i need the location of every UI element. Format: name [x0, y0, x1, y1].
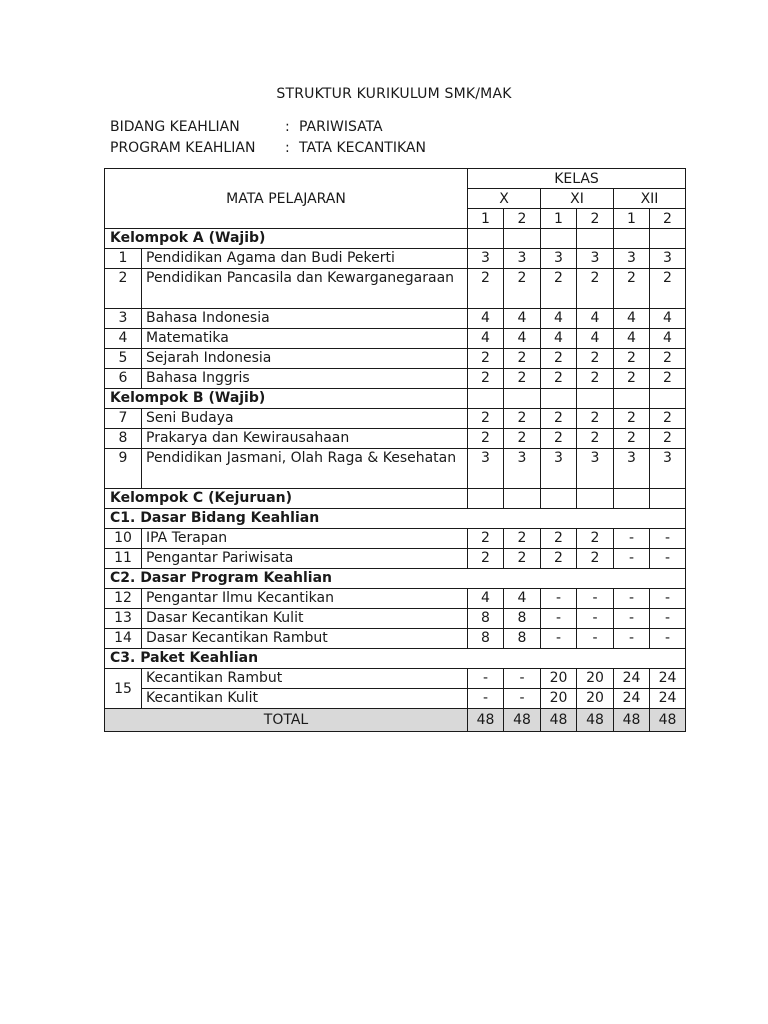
hours-cell: -	[650, 609, 686, 629]
hours-cell: -	[468, 669, 504, 689]
hours-cell: 2	[541, 349, 577, 369]
hours-cell: 2	[504, 349, 541, 369]
hours-cell: 2	[541, 429, 577, 449]
hours-cell: 2	[614, 269, 650, 309]
hours-cell: 24	[614, 689, 650, 709]
row-number: 3	[105, 309, 142, 329]
group-label: Kelompok B (Wajib)	[105, 389, 468, 409]
hours-cell: 8	[468, 629, 504, 649]
semester-header: 2	[504, 209, 541, 229]
row-number: 15	[105, 669, 142, 709]
hours-cell: 2	[650, 369, 686, 389]
hours-cell: 4	[650, 329, 686, 349]
subgroup-row	[105, 569, 686, 589]
subject-name: Prakarya dan Kewirausahaan	[142, 429, 468, 449]
hours-cell: 4	[541, 329, 577, 349]
table-row	[105, 549, 686, 569]
subject-name: Pendidikan Agama dan Budi Pekerti	[142, 249, 468, 269]
total-cell: 48	[614, 709, 650, 732]
total-label: TOTAL	[105, 709, 468, 732]
hours-cell: 2	[468, 409, 504, 429]
hours-cell: 4	[650, 309, 686, 329]
meta-bidang-keahlian	[110, 119, 383, 135]
group-row	[105, 389, 686, 409]
subject-name: Pengantar Ilmu Kecantikan	[142, 589, 468, 609]
subject-name: Pendidikan Pancasila dan Kewarganegaraan	[142, 269, 468, 309]
hours-cell: 2	[614, 429, 650, 449]
hours-cell: 2	[504, 529, 541, 549]
hours-cell: 2	[577, 369, 614, 389]
curriculum-table	[104, 168, 686, 732]
hours-cell: 3	[468, 249, 504, 269]
hours-cell: 2	[541, 269, 577, 309]
grade-header: XI	[541, 189, 614, 209]
row-number: 8	[105, 429, 142, 449]
table-row	[105, 349, 686, 369]
hours-cell: 8	[504, 629, 541, 649]
total-row	[105, 709, 686, 732]
hours-cell: 2	[577, 549, 614, 569]
hours-cell: 8	[504, 609, 541, 629]
row-number: 10	[105, 529, 142, 549]
subject-name: Kecantikan Rambut	[142, 669, 468, 689]
hours-cell: 2	[504, 409, 541, 429]
hours-cell: -	[504, 689, 541, 709]
hours-cell: 24	[614, 669, 650, 689]
meta-value: PARIWISATA	[299, 119, 383, 135]
hours-cell: 20	[577, 669, 614, 689]
total-cell: 48	[577, 709, 614, 732]
meta-sep: :	[285, 140, 290, 156]
hours-cell: 2	[577, 409, 614, 429]
hours-cell: -	[577, 609, 614, 629]
row-number: 2	[105, 269, 142, 309]
total-cell: 48	[504, 709, 541, 732]
hours-cell: -	[614, 549, 650, 569]
subgroup-label: C2. Dasar Program Keahlian	[105, 569, 686, 589]
semester-header: 1	[468, 209, 504, 229]
meta-program-keahlian	[110, 140, 426, 156]
hours-cell: 4	[614, 309, 650, 329]
meta-key: BIDANG KEAHLIAN	[110, 119, 240, 135]
hours-cell: 2	[468, 349, 504, 369]
hours-cell: 2	[468, 369, 504, 389]
hours-cell: 2	[468, 529, 504, 549]
hours-cell: 3	[577, 249, 614, 269]
hours-cell: -	[468, 689, 504, 709]
row-number: 11	[105, 549, 142, 569]
hours-cell: 3	[650, 449, 686, 489]
hours-cell: 24	[650, 689, 686, 709]
hours-cell: 2	[468, 269, 504, 309]
subject-name: Dasar Kecantikan Kulit	[142, 609, 468, 629]
hours-cell: 2	[541, 529, 577, 549]
hours-cell: 20	[577, 689, 614, 709]
semester-header: 1	[541, 209, 577, 229]
table-row	[105, 629, 686, 649]
subject-name: Pengantar Pariwisata	[142, 549, 468, 569]
hours-cell: 3	[614, 449, 650, 489]
group-label: Kelompok A (Wajib)	[105, 229, 468, 249]
hours-cell: 2	[541, 409, 577, 429]
subject-name: IPA Terapan	[142, 529, 468, 549]
table-row	[105, 609, 686, 629]
subgroup-label: C3. Paket Keahlian	[105, 649, 686, 669]
hours-cell: -	[614, 589, 650, 609]
hours-cell: 2	[504, 549, 541, 569]
hours-cell: 24	[650, 669, 686, 689]
hours-cell: 3	[504, 249, 541, 269]
hours-cell: 3	[541, 449, 577, 489]
hours-cell: 2	[504, 369, 541, 389]
hours-cell: 4	[504, 309, 541, 329]
table-row	[105, 249, 686, 269]
subject-name: Matematika	[142, 329, 468, 349]
group-label: Kelompok C (Kejuruan)	[105, 489, 468, 509]
grade-header: XII	[614, 189, 686, 209]
hours-cell: 2	[577, 429, 614, 449]
subgroup-row	[105, 649, 686, 669]
hours-cell: 20	[541, 689, 577, 709]
hours-cell: 2	[541, 369, 577, 389]
row-number: 9	[105, 449, 142, 489]
hours-cell: -	[614, 629, 650, 649]
semester-header: 2	[577, 209, 614, 229]
hours-cell: 2	[650, 429, 686, 449]
table-row	[105, 449, 686, 489]
hours-cell: 2	[614, 349, 650, 369]
hours-cell: 2	[468, 429, 504, 449]
table-row	[105, 689, 686, 709]
hours-cell: -	[614, 529, 650, 549]
subgroup-label: C1. Dasar Bidang Keahlian	[105, 509, 686, 529]
semester-header: 1	[614, 209, 650, 229]
meta-sep: :	[285, 119, 290, 135]
table-row	[105, 429, 686, 449]
table-row	[105, 369, 686, 389]
hours-cell: -	[650, 549, 686, 569]
kelas-header: KELAS	[468, 169, 686, 189]
hours-cell: -	[504, 669, 541, 689]
hours-cell: -	[541, 609, 577, 629]
hours-cell: 4	[577, 329, 614, 349]
hours-cell: 4	[468, 309, 504, 329]
hours-cell: -	[577, 589, 614, 609]
hours-cell: -	[577, 629, 614, 649]
meta-value: TATA KECANTIKAN	[299, 140, 426, 156]
hours-cell: 2	[614, 409, 650, 429]
hours-cell: 2	[468, 549, 504, 569]
hours-cell: 20	[541, 669, 577, 689]
row-number: 5	[105, 349, 142, 369]
hours-cell: 4	[468, 329, 504, 349]
hours-cell: 3	[614, 249, 650, 269]
hours-cell: -	[650, 589, 686, 609]
table-row	[105, 669, 686, 689]
row-number: 13	[105, 609, 142, 629]
hours-cell: 3	[504, 449, 541, 489]
table-row	[105, 529, 686, 549]
page-title: STRUKTUR KURIKULUM SMK/MAK	[276, 86, 512, 102]
hours-cell: 4	[504, 329, 541, 349]
hours-cell: 2	[577, 269, 614, 309]
subject-name: Bahasa Inggris	[142, 369, 468, 389]
hours-cell: -	[541, 589, 577, 609]
hours-cell: 2	[614, 369, 650, 389]
table-row	[105, 269, 686, 309]
row-number: 6	[105, 369, 142, 389]
subgroup-row	[105, 509, 686, 529]
row-number: 1	[105, 249, 142, 269]
semester-header: 2	[650, 209, 686, 229]
subject-name: Sejarah Indonesia	[142, 349, 468, 369]
total-cell: 48	[650, 709, 686, 732]
hours-cell: 2	[650, 269, 686, 309]
hours-cell: 4	[541, 309, 577, 329]
hours-cell: 8	[468, 609, 504, 629]
subject-name: Pendidikan Jasmani, Olah Raga & Kesehatan	[142, 449, 468, 489]
hours-cell: 3	[541, 249, 577, 269]
hours-cell: 2	[650, 409, 686, 429]
hours-cell: -	[614, 609, 650, 629]
hours-cell: 3	[468, 449, 504, 489]
hours-cell: -	[650, 529, 686, 549]
meta-key: PROGRAM KEAHLIAN	[110, 140, 256, 156]
table-row	[105, 329, 686, 349]
table-row	[105, 589, 686, 609]
hours-cell: 3	[577, 449, 614, 489]
group-row	[105, 229, 686, 249]
row-number: 14	[105, 629, 142, 649]
hours-cell: 2	[650, 349, 686, 369]
hours-cell: 4	[504, 589, 541, 609]
hours-cell: 4	[614, 329, 650, 349]
subject-header: MATA PELAJARAN	[105, 169, 468, 229]
hours-cell: 2	[541, 549, 577, 569]
group-row	[105, 489, 686, 509]
row-number: 12	[105, 589, 142, 609]
subject-name: Bahasa Indonesia	[142, 309, 468, 329]
grade-header: X	[468, 189, 541, 209]
total-cell: 48	[468, 709, 504, 732]
subject-name: Kecantikan Kulit	[142, 689, 468, 709]
subject-name: Dasar Kecantikan Rambut	[142, 629, 468, 649]
hours-cell: 2	[504, 269, 541, 309]
total-cell: 48	[541, 709, 577, 732]
hours-cell: 2	[577, 529, 614, 549]
table-row	[105, 409, 686, 429]
hours-cell: 2	[504, 429, 541, 449]
subject-name: Seni Budaya	[142, 409, 468, 429]
row-number: 7	[105, 409, 142, 429]
row-number: 4	[105, 329, 142, 349]
hours-cell: -	[541, 629, 577, 649]
hours-cell: 3	[650, 249, 686, 269]
table-row	[105, 309, 686, 329]
hours-cell: 2	[577, 349, 614, 369]
hours-cell: 4	[577, 309, 614, 329]
header-row-kelas	[105, 169, 686, 189]
hours-cell: 4	[468, 589, 504, 609]
hours-cell: -	[650, 629, 686, 649]
